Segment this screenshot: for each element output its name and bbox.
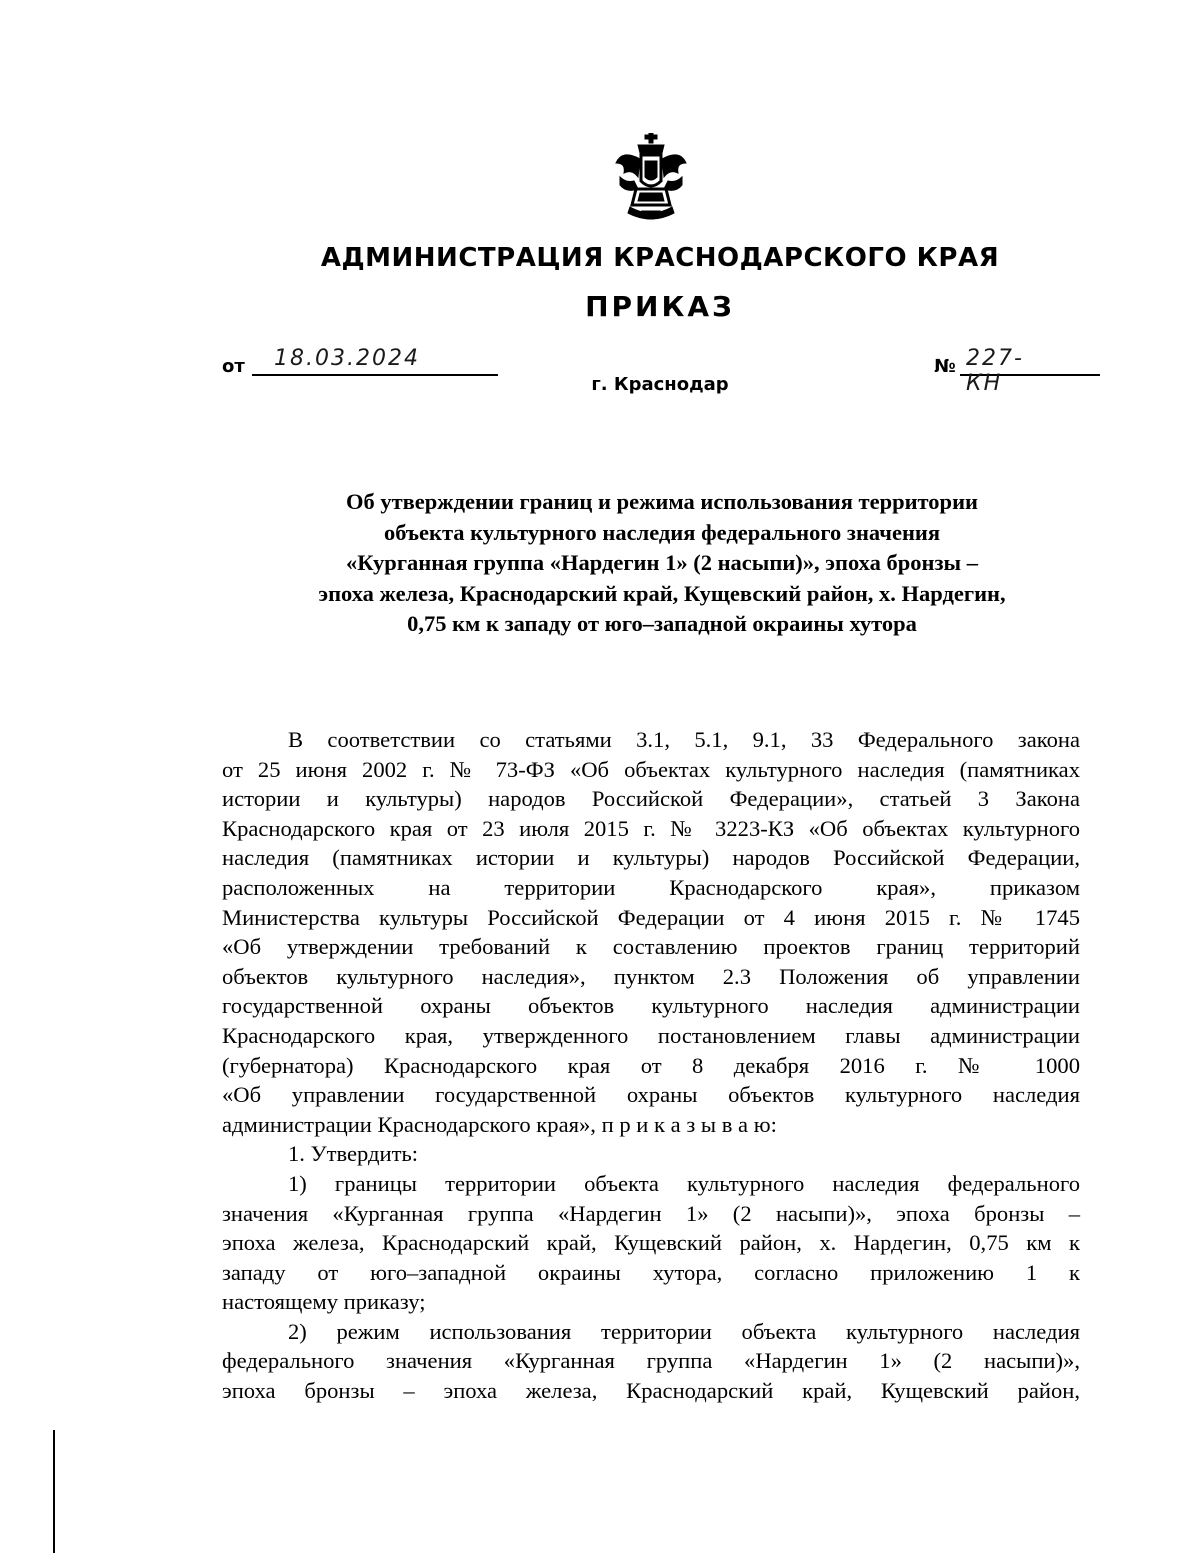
title-line: Об утверждении границ и режима использования территории <box>345 489 979 514</box>
body-line: администрации Краснодарского края», п р и к а з ы в а ю: <box>222 1111 777 1137</box>
document-title <box>222 487 1102 640</box>
body-line: объектов культурного наследия», пунктом 2.3 Положения об управлении <box>222 963 1080 989</box>
number-label: № <box>934 356 956 377</box>
body-line: В соответствии со статьями 3.1, 5.1, 9.1, 33 Федерального закона <box>288 727 1080 752</box>
body-line: 1) границы территории объекта культурного наследия федерального <box>288 1170 1080 1196</box>
body-line: (губернатора) Краснодарского края от 8 декабря 2016 г. № 1000 <box>222 1052 1080 1078</box>
body-line: 1. Утвердить: <box>288 1141 419 1167</box>
date-label: от <box>222 356 245 377</box>
body-line: «Об утверждении требований к составлению проектов границ территорий <box>222 934 1080 960</box>
title-line: эпоха железа, Краснодарский край, Кущевский район, х. Нардегин, <box>318 580 1006 606</box>
document-type: ПРИКАЗ <box>585 290 735 323</box>
body-line: федерального значения «Курганная группа «Нардегин 1» (2 насыпи)», <box>222 1348 1080 1374</box>
city: г. Краснодар <box>591 374 729 395</box>
body-line: 2) режим использования территории объекта культурного наследия <box>288 1318 1080 1344</box>
title-line: 0,75 км к западу от юго–западной окраины хутора <box>407 611 917 636</box>
body-line: Краснодарского края от 23 июля 2015 г. № 3223-КЗ «Об объектах культурного <box>222 815 1080 841</box>
organization-name: АДМИНИСТРАЦИЯ КРАСНОДАРСКОГО КРАЯ <box>320 243 1000 273</box>
body-line: от 25 июня 2002 г. № 73-ФЗ «Об объектах культурного наследия (памятниках <box>222 756 1080 782</box>
body-line: «Об управлении государственной охраны объектов культурного наследия <box>222 1082 1080 1108</box>
body-line: государственной охраны объектов культурного наследия администрации <box>222 993 1080 1019</box>
body-line: Краснодарского края, утвержденного постановлением главы администрации <box>222 1022 1080 1048</box>
body-line: западу от юго–западной окраины хутора, согласно приложению 1 к <box>222 1259 1080 1285</box>
body-line: значения «Курганная группа «Нардегин 1» (2 насыпи)», эпоха бронзы – <box>222 1200 1080 1226</box>
number-value: 227-КН <box>966 346 1024 396</box>
body-line: настоящему приказу; <box>222 1289 426 1315</box>
body-line: эпоха бронзы – эпоха железа, Краснодарский край, Кущевский район, <box>222 1378 1080 1404</box>
title-line: «Курганная группа «Нардегин 1» (2 насыпи)», эпоха бронзы – <box>346 550 978 575</box>
body-line: расположенных на территории Краснодарского края», приказом <box>222 874 1080 900</box>
body-line: наследия (памятниках истории и культуры) народов Российской Федерации, <box>222 845 1080 871</box>
scan-margin-line <box>53 1430 55 1553</box>
date-value: 18.03.2024 <box>274 346 420 371</box>
body-line: Министерства культуры Российской Федерации от 4 июня 2015 г. № 1745 <box>222 904 1080 930</box>
document-body <box>222 725 1080 1406</box>
body-line: истории и культуры) народов Российской Федерации», статьей 3 Закона <box>222 786 1080 812</box>
title-line: объекта культурного наследия федерального значения <box>383 519 941 545</box>
coat-of-arms-emblem <box>612 133 690 221</box>
body-line: эпоха железа, Краснодарский край, Кущевский район, х. Нардегин, 0,75 км к <box>222 1230 1080 1256</box>
